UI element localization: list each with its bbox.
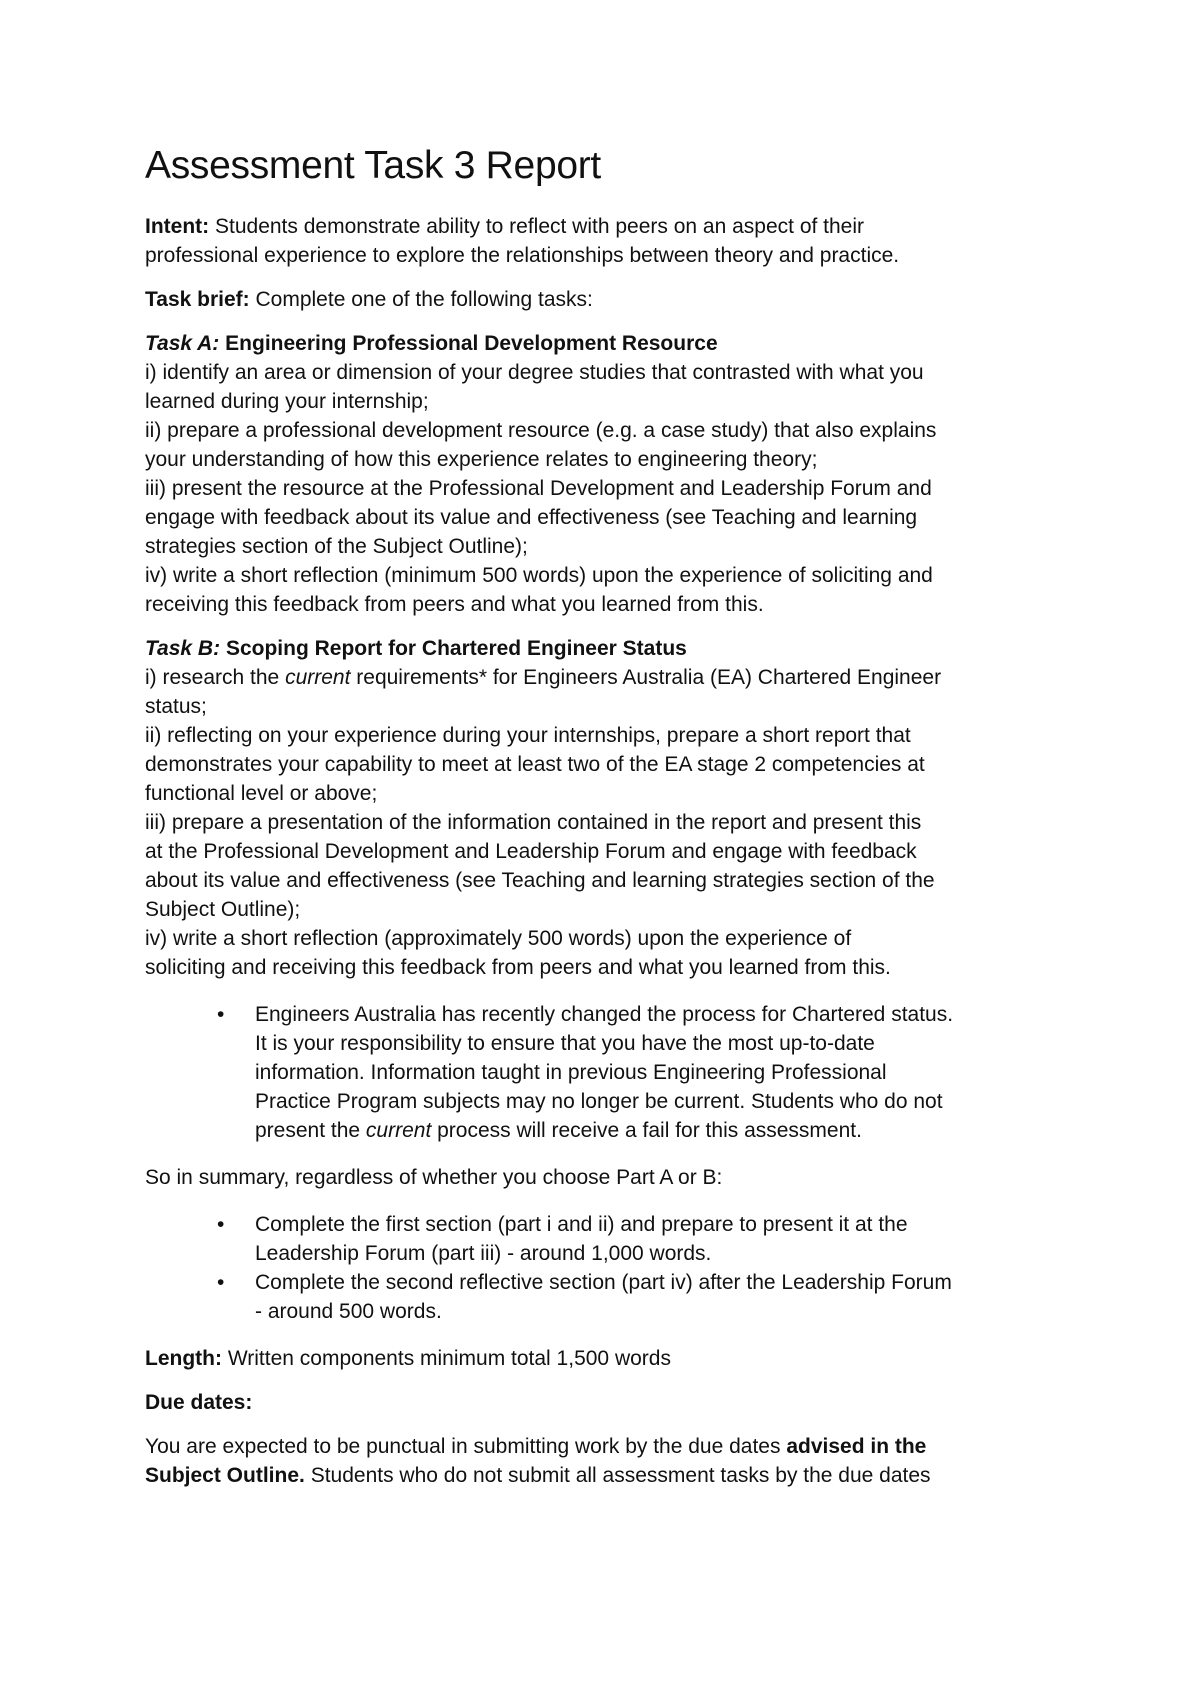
due-line-1 [145, 1432, 1050, 1461]
length-paragraph [145, 1344, 1050, 1373]
summary-intro-line: So in summary, regardless of whether you choose Part A or B: [145, 1166, 723, 1189]
note-line-last [255, 1116, 1050, 1145]
task-a-heading-line [145, 329, 1050, 358]
task-a-line: learned during your internship; [145, 390, 429, 413]
task-a-label: Task A: [145, 332, 220, 355]
task-b-line: ii) reflecting on your experience during your internships, prepare a short report that [145, 724, 911, 747]
task-b-heading: Scoping Report for Chartered Engineer Status [225, 637, 687, 660]
task-brief-line [145, 285, 1050, 314]
summary-intro [145, 1163, 1050, 1192]
due-l1-pre: You are expected to be punctual in submitting work by the due dates [145, 1435, 781, 1458]
task-b-line: soliciting and receiving this feedback from peers and what you learned from this. [145, 956, 891, 979]
summary-b2-line-2: - around 500 words. [255, 1300, 442, 1323]
task-b-line-1 [145, 663, 1050, 692]
task-a-line: i) identify an area or dimension of your degree studies that contrasted with what you [145, 361, 924, 384]
summary-bullet-item [255, 1268, 1050, 1326]
task-b-line: Subject Outline); [145, 898, 301, 921]
length-label: Length: [145, 1347, 222, 1370]
length-line [145, 1344, 1050, 1373]
due-l1-bold: advised in the [786, 1435, 927, 1458]
task-b-line: functional level or above; [145, 782, 378, 805]
task-b-line: status; [145, 695, 207, 718]
task-b-line: demonstrates your capability to meet at least two of the EA stage 2 competencies at [145, 753, 925, 776]
task-b-line: about its value and effectiveness (see Teaching and learning strategies section of the [145, 869, 935, 892]
summary-b2-line-1: • Complete the second reflective section (part iv) after the Leadership Forum [255, 1271, 952, 1294]
intent-paragraph [145, 212, 1050, 270]
task-b-line: at the Professional Development and Leadership Forum and engage with feedback [145, 840, 917, 863]
task-b-l1-post: requirements* for Engineers Australia (EA) Chartered Engineer [356, 666, 942, 689]
note-last-pre: present the [255, 1119, 361, 1142]
note-line: It is your responsibility to ensure that you have the most up-to-date [255, 1032, 875, 1055]
due-l2-bold: Subject Outline. [145, 1464, 305, 1487]
task-a-line: your understanding of how this experience relates to engineering theory; [145, 448, 818, 471]
summary-b1-line-1: • Complete the first section (part i and ii) and prepare to present it at the [255, 1213, 908, 1236]
task-a-line: receiving this feedback from peers and what you learned from this. [145, 593, 764, 616]
task-brief-paragraph [145, 285, 1050, 314]
task-b-line: iv) write a short reflection (approximately 500 words) upon the experience of [145, 927, 852, 950]
task-a-line: strategies section of the Subject Outline); [145, 535, 528, 558]
due-dates-paragraph [145, 1432, 1050, 1490]
task-brief-label: Task brief: [145, 288, 250, 311]
note-last-emphasis: current [365, 1119, 432, 1142]
summary-bullet-item [255, 1210, 1050, 1268]
length-text: Written components minimum total 1,500 words [227, 1347, 671, 1370]
note-line: • Engineers Australia has recently changed the process for Chartered status. [255, 1003, 954, 1026]
note-bullet-item [255, 1000, 1050, 1145]
note-bullet-list [145, 1000, 1050, 1145]
task-b-label: Task B: [145, 637, 221, 660]
task-a-heading: Engineering Professional Development Resource [225, 332, 718, 355]
task-b-heading-line [145, 634, 1050, 663]
due-line-2 [145, 1461, 1050, 1490]
task-b-line: iii) prepare a presentation of the information contained in the report and present this [145, 811, 922, 834]
task-a-line: engage with feedback about its value and effectiveness (see Teaching and learning [145, 506, 918, 529]
due-l2-post: Students who do not submit all assessment tasks by the due dates [310, 1464, 931, 1487]
intent-text-1: Students demonstrate ability to reflect with peers on an aspect of their [215, 215, 865, 238]
due-dates-heading-paragraph [145, 1388, 1050, 1417]
task-b-section [145, 634, 1050, 982]
due-dates-label: Due dates: [145, 1391, 253, 1414]
summary-bullet-list [145, 1210, 1050, 1326]
task-brief-text: Complete one of the following tasks: [255, 288, 593, 311]
task-b-l1-emphasis: current [285, 666, 351, 689]
note-line: information. Information taught in previous Engineering Professional [255, 1061, 887, 1084]
note-line: Practice Program subjects may no longer be current. Students who do not [255, 1090, 943, 1113]
intent-label: Intent: [145, 215, 210, 238]
summary-b1-line-2: Leadership Forum (part iii) - around 1,000 words. [255, 1242, 712, 1265]
task-a-line: iv) write a short reflection (minimum 500 words) upon the experience of soliciting and [145, 564, 933, 587]
task-b-l1-pre: i) research the [145, 666, 280, 689]
task-a-line: iii) present the resource at the Professional Development and Leadership Forum and [145, 477, 932, 500]
page-title: Assessment Task 3 Report [145, 144, 601, 187]
task-a-line: ii) prepare a professional development resource (e.g. a case study) that also explains [145, 419, 937, 442]
task-a-section [145, 329, 1050, 619]
note-last-post: process will receive a fail for this assessment. [437, 1119, 862, 1142]
intent-line-1 [145, 212, 1050, 241]
intent-line-2: professional experience to explore the relationships between theory and practice. [145, 244, 900, 267]
